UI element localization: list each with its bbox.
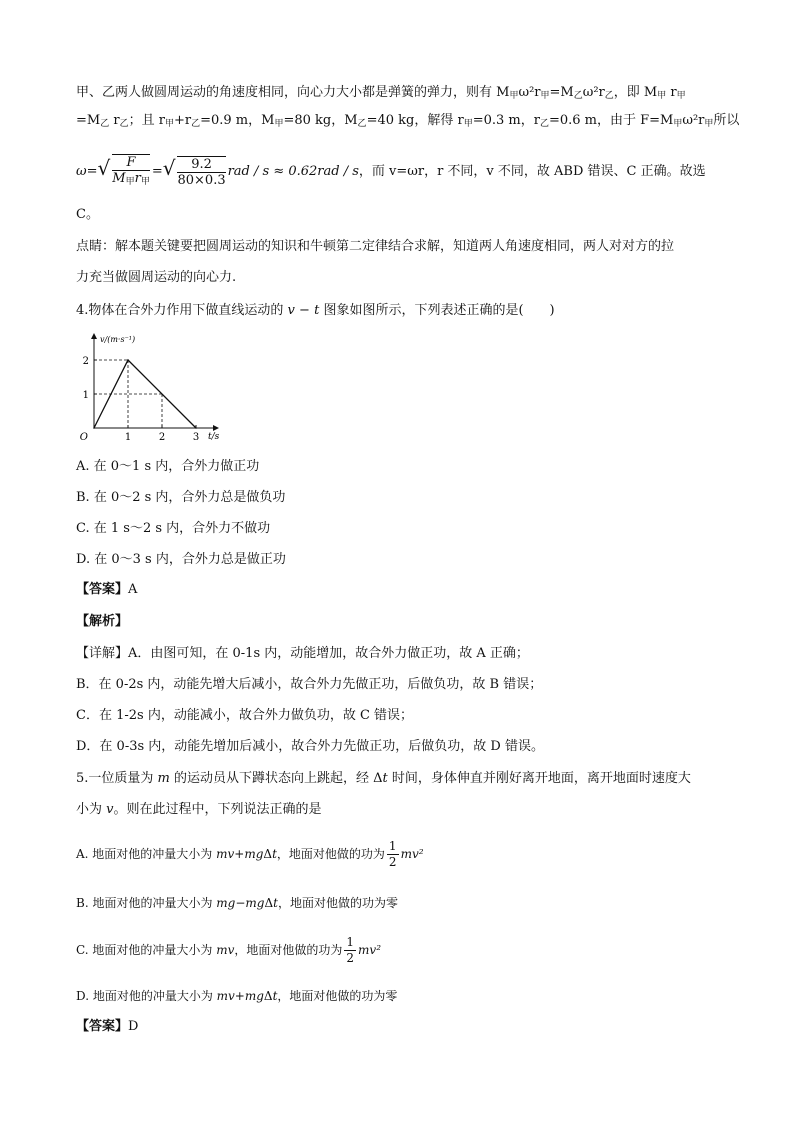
- x-tick-label: 1: [124, 432, 132, 443]
- q4-detail-4: D．在 0-3s 内，动能先增加后减小，故合外力先做正功，后做负功，故 D 错误。: [76, 739, 544, 754]
- explanation-line-4: C。: [76, 207, 99, 222]
- explanation-line-1: 甲、乙两人做圆周运动的角速度相同，向心力大小都是弹簧的弹力，则有 $M_甲\omega^2r_甲=M_乙\omega^2r_乙$，即 $M_甲$ $r_甲$: [76, 85, 686, 101]
- q5-option-a: A. 地面对他的冲量大小为 mv+mgΔt，地面对他做的功为 $\frac{1}{2}$ mv²: [76, 839, 424, 869]
- q5-option-d: D. 地面对他的冲量大小为 mv+mgΔt，地面对他做的功为零: [76, 989, 398, 1003]
- q4-analysis-label: 【解析】: [76, 614, 129, 629]
- vt-chart: [74, 330, 224, 444]
- data-point: [127, 359, 129, 361]
- q4-option-c: C. 在 1 s～2 s 内，合外力不做功: [76, 521, 271, 536]
- explanation-line-2: $=M_乙$ $r_乙$；且 $r_甲+r_乙=0.9$ m，$M_甲=80$ kg，$M_乙=40$ kg，解得 $r_甲=0.3$ m，$r_乙=0.6$ m，由于 $F=M_甲\omega^2r_甲$所以: [76, 113, 740, 129]
- q5-stem-2: 小为 v。则在此过程中，下列说法正确的是: [76, 802, 322, 817]
- dianjing-line-1: 点睛：解本题关键要把圆周运动的知识和牛顿第二定律结合求解，知道两人角速度相同，两人对对方的拉: [76, 239, 675, 254]
- dianjing-line-2: 力充当做圆周运动的向心力.: [76, 270, 237, 285]
- x-tick-label: 3: [192, 432, 200, 443]
- x-axis-label: t/s: [208, 432, 220, 442]
- omega-formula-line: ω=√ $\frac{F}{M_甲r_甲}$ =√ $\frac{9.2}{80\times 0.3}$ rad / s ≈ 0.62rad / s，而 v=ωr，r 不同，v 不同，故 ABD 错误、C 正确。故选: [76, 154, 706, 188]
- q4-option-a: A. 在 0～1 s 内，合外力做正功: [76, 459, 260, 474]
- y-axis-label: v/(m·s⁻¹): [100, 335, 136, 344]
- q4-option-b: B. 在 0～2 s 内，合外力总是做负功: [76, 490, 286, 505]
- q4-detail-2: B．在 0-2s 内，动能先增大后减小，故合外力先做正功，后做负功，故 B 错误；: [76, 677, 543, 692]
- y-tick-label: 1: [82, 390, 89, 401]
- x-tick-label: 2: [158, 432, 166, 443]
- q5-option-b: B. 地面对他的冲量大小为 mg−mgΔt，地面对他做的功为零: [76, 896, 398, 910]
- y-tick-label: 2: [82, 356, 89, 367]
- q4-detail-1: 【详解】A．由图可知，在 0-1s 内，动能增加，故合外力做正功，故 A 正确；: [76, 646, 529, 661]
- q5-answer: 【答案】D: [76, 1019, 139, 1034]
- q4-answer: 【答案】A: [76, 582, 138, 597]
- q5-stem-1: 5.一位质量为 m 的运动员从下蹲状态向上跳起，经 Δt 时间，身体伸直并刚好离开地面，离开地面时速度大: [76, 771, 691, 786]
- data-point: [93, 427, 95, 429]
- q5-option-c: C. 地面对他的冲量大小为 mv，地面对他做的功为 $\frac{1}{2}$ mv²: [76, 935, 381, 965]
- q4-stem: 4.物体在合外力作用下做直线运动的 v − t 图象如图所示，下列表述正确的是( ): [76, 303, 555, 318]
- origin-label: O: [79, 432, 88, 443]
- q4-option-d: D. 在 0～3 s 内，合外力总是做正功: [76, 552, 286, 567]
- q4-detail-3: C．在 1-2s 内，动能减小，故合外力做负功，故 C 错误；: [76, 708, 414, 723]
